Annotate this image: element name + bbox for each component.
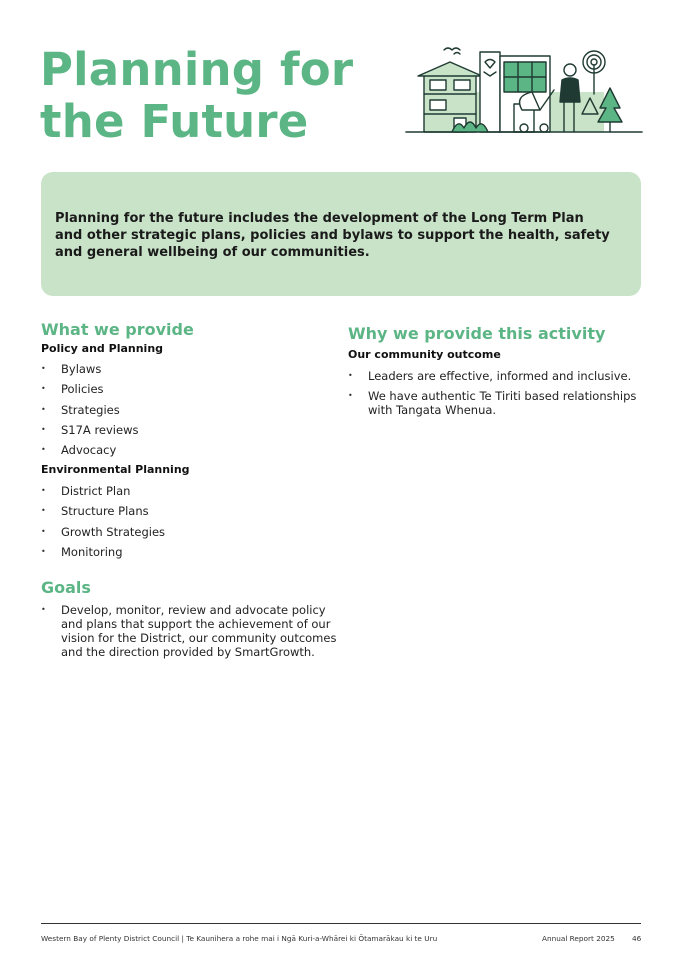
why-we-provide-heading: Why we provide this activity (348, 324, 606, 343)
page-title-line-1: Planning for (40, 43, 354, 96)
policy-planning-list (41, 362, 341, 463)
list-item: • Develop, monitor, review and advocate policy and plans that support the achievement of our vision for the District, our community outcomes and the direction provided by SmartGrowth. (41, 603, 341, 659)
goals-list (41, 603, 341, 659)
footer-divider (41, 923, 641, 924)
list-item: • Growth Strategies (41, 525, 341, 539)
list-item: • Structure Plans (41, 504, 341, 518)
environmental-planning-heading: Environmental Planning (41, 463, 190, 476)
list-item: • Policies (41, 382, 341, 396)
policy-planning-heading: Policy and Planning (41, 342, 164, 355)
community-outcome-heading: Our community outcome (348, 348, 501, 361)
page-title-line-2: the Future (40, 95, 309, 148)
intro-text: Planning for the future includes the development of the Long Term Plan and other strategic plans, policies and bylaws to support the health, safety and general wellbeing of our communities. (55, 211, 610, 260)
page-number: 46 (632, 934, 642, 943)
page-title (40, 44, 353, 148)
community-outcome-list (348, 369, 638, 424)
list-item: • Bylaws (41, 362, 341, 376)
list-item: • Monitoring (41, 545, 341, 559)
community-illustration (404, 44, 644, 138)
list-item: • Advocacy (41, 443, 341, 457)
list-item: • Strategies (41, 403, 341, 417)
intro-box (41, 172, 641, 296)
list-item: • District Plan (41, 484, 341, 498)
environmental-planning-list (41, 484, 341, 565)
list-item: • S17A reviews (41, 423, 341, 437)
goals-heading: Goals (41, 578, 91, 597)
footer-council-name: Western Bay of Plenty District Council | Te Kaunihera a rohe mai i Ngā Kuri-a-Whārei ki Ōtamarākau ki te Uru (41, 934, 438, 943)
list-item: • Leaders are effective, informed and inclusive. (348, 369, 638, 383)
what-we-provide-heading: What we provide (41, 320, 194, 339)
list-item: • We have authentic Te Tiriti based relationships with Tangata Whenua. (348, 389, 638, 417)
footer-report-title: Annual Report 2025 (542, 934, 615, 943)
